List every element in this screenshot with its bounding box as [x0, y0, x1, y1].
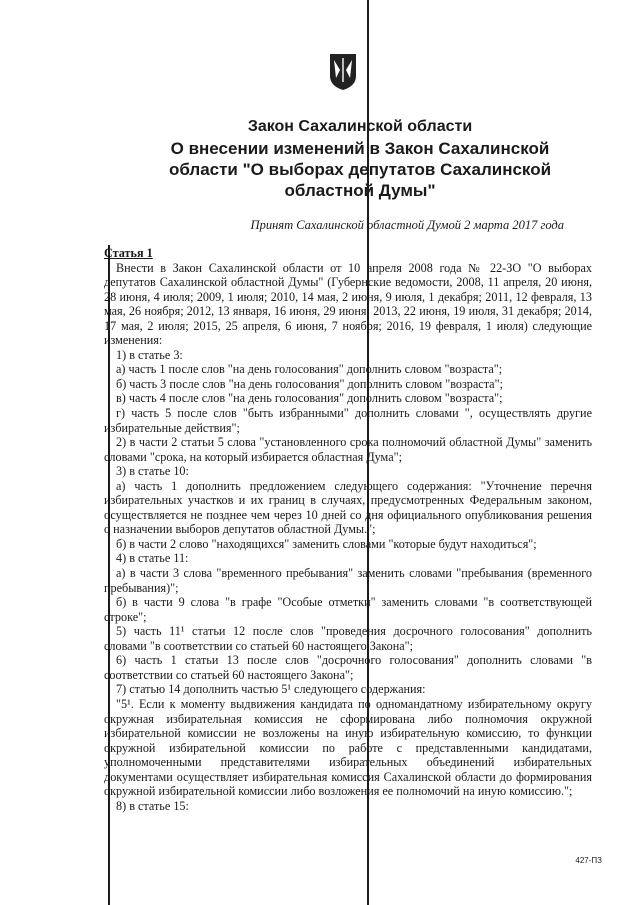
paragraph: б) часть 3 после слов "на день голосования" дополнить словом "возраста";	[116, 376, 503, 391]
law-subtitle-line3: областной Думы"	[284, 181, 436, 200]
paragraph: 4) в статье 11:	[116, 551, 189, 566]
law-title: Закон Сахалинской области	[247, 118, 473, 135]
paragraph: 5) часть 11¹ статьи 12 после слов "проведения досрочного голосования" дополнить словами "в соответствии со статьей 60 настоящего Закона";	[104, 624, 592, 653]
paragraph: а) часть 1 после слов "на день голосования" дополнить словом "возраста";	[116, 362, 503, 377]
paragraph: "5¹. Если к моменту выдвижения кандидата по одномандатному избирательному округу окружная избирательная комиссия не сформирована либо полномочия окружной избирательной комиссии не возложены на иную избирательную комиссию, то функции окружной избирательной комиссии по работе с представленными кандидатами, уполномоченными представителями избирательных объединений избирательных документами осуществляет избирательная комиссия Сахалинской области до формирования окружной избирательной комиссии либо возложения ее полномочий на иную комиссию.";	[104, 696, 592, 799]
accepted-date: Принят Сахалинской областной Думой 2 марта 2017 года	[250, 218, 564, 232]
law-subtitle	[40, 138, 640, 201]
paragraph: 6) часть 1 статьи 13 после слов "досрочного голосования" дополнить словами "в соответствии со статьей 60 настоящего Закона";	[104, 653, 592, 682]
document-code: 427-ПЗ	[575, 856, 602, 865]
paragraph: а) в части 3 слова "временного пребывания" заменить словами "пребывания (временного пребывания)";	[104, 566, 592, 595]
paragraph: 8) в статье 15:	[116, 798, 189, 813]
paragraph: а) часть 1 дополнить предложением следующего содержания: "Уточнение перечня избирательных участков и их границ в случаях, предусмотренных Федеральным законом, осуществляется не позднее чем через 10 дней со дня официального опубликования решения о назначении выборов депутатов областной Думы.";	[104, 478, 592, 537]
coat-of-arms-icon	[328, 52, 358, 92]
law-subtitle-line2: области "О выборах депутатов Сахалинской	[168, 160, 552, 179]
law-subtitle-line1: О внесении изменений в Закон Сахалинской	[170, 139, 550, 158]
paragraph: 1) в статье 3:	[116, 347, 183, 362]
paragraph: 7) статью 14 дополнить частью 5¹ следующего содержания:	[116, 682, 426, 697]
paragraph: б) в части 9 слова "в графе "Особые отметки" заменить словами "в соответствующей строке";	[104, 595, 592, 624]
article-heading: Статья 1	[104, 246, 153, 260]
paragraph: 2) в части 2 статьи 5 слова "установленного срока полномочий областной Думы" заменить словами "срока, на который избирается областная Дума";	[104, 435, 592, 464]
paragraph: Внести в Закон Сахалинской области от 10 апреля 2008 года № 22-ЗО "О выборах депутатов Сахалинской областной Думы" (Губернские ведомости, 2008, 11 апреля, 20 июня, 28 июня, 4 июля; 2009, 1 июля; 2010, 14 мая, 2 июня, 9 июля, 1 декабря; 2011, 12 февраля, 13 мая, 26 ноября; 2012, 13 января, 16 июня, 29 июня; 2013, 22 июня, 19 июля, 31 декабря; 2014, 17 мая, 2 июля; 2015, 25 апреля, 6 июня, 7 ноября; 2016, 19 февраля, 1 июля) следующие изменения:	[104, 260, 592, 348]
paragraph: в) часть 4 после слов "на день голосования" дополнить словом "возраста";	[116, 391, 503, 406]
paragraph: г) часть 5 после слов "быть избранными" дополнить словами ", осуществлять другие избирательные действия";	[104, 406, 592, 435]
paragraph: 3) в статье 10:	[116, 464, 189, 479]
paragraph: б) в части 2 слово "находящихся" заменить словами "которые будут находиться";	[116, 536, 537, 551]
law-body	[104, 246, 592, 813]
